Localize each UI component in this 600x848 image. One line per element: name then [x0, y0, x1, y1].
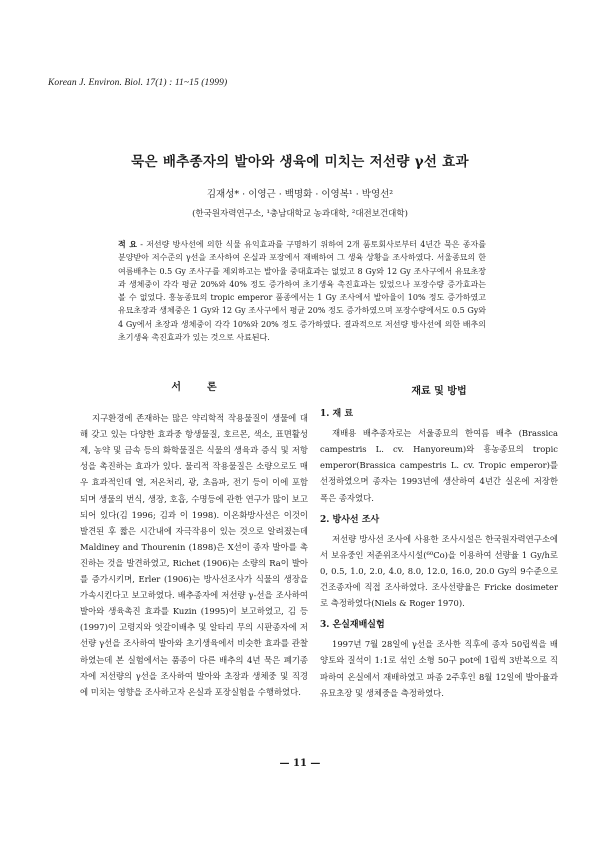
abstract: [118, 238, 486, 344]
right-column: [320, 380, 558, 701]
affiliation: (한국원자력연구소, ¹충남대학교 농과대학, ²대전보건대학): [192, 209, 408, 219]
abstract-label: 적 요: [118, 239, 137, 249]
materials-paragraph: 재배용 배추종자로는 서울종묘의 한여름 배추 (Brassica campestris L. cv. Hanyoreum)와 흥농종묘의 tropic emperor(Brassica campestris L. cv. Tropic emperor)를 선정하였으며 종자는 1993년에 생산하여 4년간 실온에 저장한 폭은 종자였다.: [320, 428, 558, 503]
journal-citation: Korean J. Environ. Biol. 17(1) : 11~15 (1999): [48, 78, 228, 88]
paper-title: 묵은 배추종자의 발아와 생육에 미치는 저선량 γ선 효과: [131, 154, 469, 170]
intro-paragraph: 지구환경에 존재하는 많은 약리학적 작용물질이 생물에 대해 갖고 있는 다양한 효과중 항생물질, 호르몬, 색소, 표면활성제, 농약 및 금속 등의 화학물질은 식물의 생육과 증식 및 저항성을 촉진하는 효과가 있다. 물리적 작용물질은 소량으로도 매우 효과적인데 열, 저온처리, 광, 초음파, 전기 등이 이에 포함되며 생물의 번식, 생장, 호흡, 수명등에 관한 연구가 많이 보고되어 있다(김 1996; 김과 이 1998). 이온화방사선은 이것이 발견된 후 짧은 시간내에 자극작용이 있는 것으로 알려졌는데 Maldiney and Thourenin (1898)은 X선이 종자 발아를 촉진하는 것을 발견하였고, Richet (1906)는 소량의 Ra이 발아를 증가시키며, Erler (1906)는 방사선조사가 식물의 생장을 가속시킨다고 보고하였다. 배추종자에 저선량 γ-선을 조사하여 발아와 생육촉진 효과를 Kuzin (1995)이 보고하였고, 김 등(1997)이 고령지와 엇갈이배추 및 알타리 무의 시판종자에 저선량 γ선을 조사하여 발아와 초기생육에서 비슷한 효과를 관찰하였는데 본 실험에서는 품종이 다른 배추의 4년 묵은 폐기종자에 저선량의 γ선을 조사하여 발아와 초장과 생체중 및 직경에 미치는 영향을 조사하고자 온실과 포장실험을 수행하였다.: [80, 413, 308, 697]
abstract-text: - 저선량 방사선에 의한 식물 유익효과를 구명하기 위하여 2개 품토회사로부터 4년간 묵은 종자를 분양받아 저수준의 γ선을 조사하여 온실과 포장에서 재배하여 그 생육 상황을 조사하였다. 서울종묘의 한여름배추는 0.5 Gy 조사구를 제외하고는 발아율 중대효과는 없었고 8 Gy와 12 Gy 조사구에서 유묘초장과 생체중이 각각 평균 20%와 40% 정도 증가하여 초기생육 촉진효과는 있었으나 포장수량 증가효과는 볼 수 없었다. 흥농종묘의 tropic emperor 품종에서는 1 Gy 조사에서 발아율이 10% 정도 증가하였고 유묘초장과 생체중은 1 Gy와 12 Gy 조사구에서 평균 20% 정도 증가하였으며 포장수량에서도 0.5 Gy와 4 Gy에서 초장과 생체중이 각각 10%와 20% 정도 증가하였다. 결과적으로 저선량 방사선에 의한 배추의 초기생육 촉진효과가 있는 것으로 사료된다.: [118, 240, 486, 343]
methods-heading: 재료 및 방법: [411, 386, 467, 397]
irradiation-heading: 2. 방사선 조사: [320, 514, 380, 525]
irradiation-paragraph: 저선량 방사선 조사에 사용한 조사시설은 한국원자력연구소에서 보유중인 저준위조사시설(⁶⁰Co)을 이용하여 선량율 1 Gy/h로 0, 0.5, 1.0, 2.0, 4.0, 8.0, 12.0, 16.0, 20.0 Gy의 9수준으로 건조종자에 직접 조사하였다. 조사선량율은 Fricke dosimeter로 측정하였다(Niels & Roger 1970).: [320, 533, 558, 609]
left-column: [80, 380, 308, 700]
intro-heading: 서론: [171, 382, 243, 393]
greenhouse-heading: 3. 온실재배실험: [320, 620, 385, 631]
materials-heading: 1. 재 료: [320, 409, 354, 420]
author-list: 김재성* · 이영근 · 백명화 · 이영복¹ · 박영선²: [206, 189, 394, 200]
greenhouse-paragraph: 1997년 7월 28일에 γ선을 조사한 직후에 종자 50립씩을 배양토와 질석이 1:1로 섞인 소형 50구 pot에 1립씩 3반복으로 직파하여 온실에서 재배하였고 파종 2주후인 8월 12일에 발아율과 유묘초장 및 생체중을 측정하였다.: [320, 639, 558, 698]
page-number: — 11 —: [279, 758, 321, 769]
